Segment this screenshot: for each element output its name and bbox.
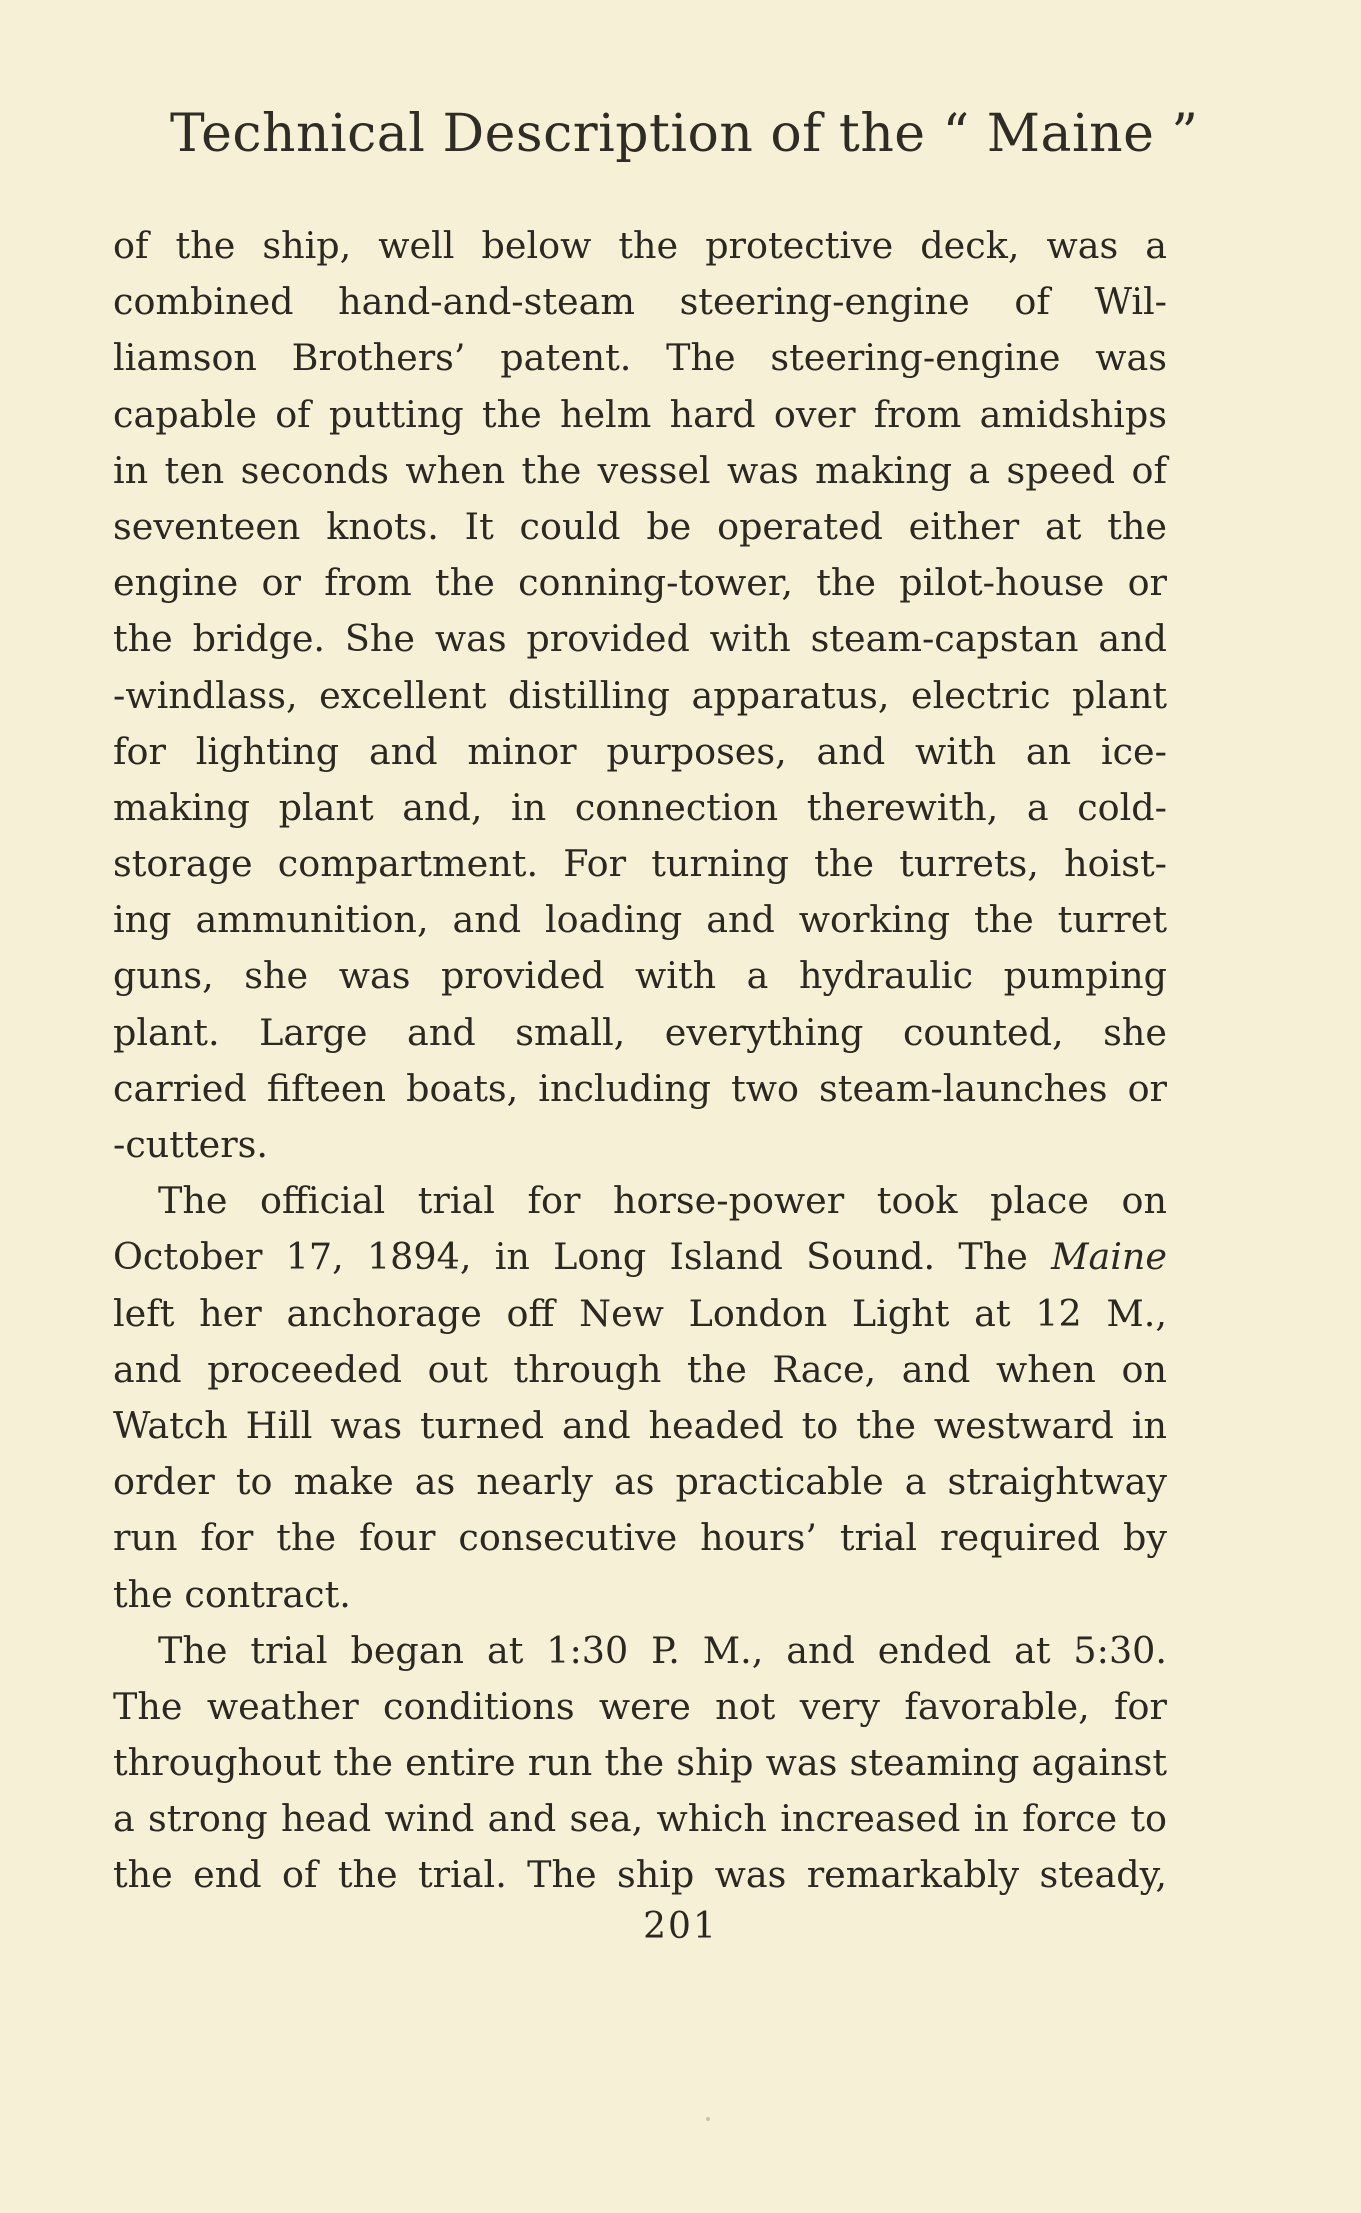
text-line: liamson Brothers’ patent. The steering-engine was (113, 336, 1167, 380)
text-line: storage compartment. For turning the turrets, hoist- (113, 842, 1167, 886)
text-line: engine or from the conning-tower, the pilot-house or (113, 561, 1167, 605)
text-line: throughout the entire run the ship was steaming against (113, 1741, 1167, 1785)
text-line: seventeen knots. It could be operated either at the (113, 504, 1167, 548)
page-number: 201 (643, 1906, 718, 1947)
text-line: Watch Hill was turned and headed to the westward in (113, 1403, 1167, 1447)
text-line: the contract. (113, 1572, 351, 1616)
text-line: combined hand-and-steam steering-engine of Wil- (113, 280, 1167, 324)
text-line: -windlass, excellent distilling apparatus, electric plant (113, 673, 1167, 717)
text-line: The official trial for horse-power took place on (158, 1179, 1167, 1223)
ship-name: Maine (1051, 1235, 1167, 1279)
paper-speck (706, 2117, 710, 2121)
text-line: capable of putting the helm hard over from amidships (113, 392, 1167, 436)
text-line: plant. Large and small, everything counted, she (113, 1010, 1167, 1054)
text-line: ing ammunition, and loading and working the turret (113, 898, 1167, 942)
text-line: left her anchorage off New London Light at 12 M., (113, 1291, 1167, 1335)
text-line: for lighting and minor purposes, and with an ice- (113, 729, 1167, 773)
body-text (113, 218, 1167, 1904)
text-line: The trial began at 1:30 P. M., and ended at 5:30. (158, 1628, 1167, 1672)
text-line: The weather conditions were not very favorable, for (113, 1684, 1167, 1728)
text-line: order to make as nearly as practicable a straightway (113, 1460, 1167, 1504)
text-line: of the ship, well below the protective deck, was a (113, 224, 1167, 267)
text-line: making plant and, in connection therewith, a cold- (113, 785, 1167, 829)
text-line: the end of the trial. The ship was remarkably steady, (113, 1853, 1167, 1897)
text-line: carried fifteen boats, including two steam-launches or (113, 1066, 1167, 1110)
text-line: in ten seconds when the vessel was making a speed of (113, 448, 1167, 492)
text-line: a strong head wind and sea, which increased in force to (113, 1797, 1167, 1841)
text-line: run for the four consecutive hours’ trial required by (113, 1516, 1167, 1560)
text-line: and proceeded out through the Race, and when on (113, 1347, 1167, 1391)
text-line: October 17, 1894, in Long Island Sound. The Maine (113, 1235, 1167, 1279)
text-line: the bridge. She was provided with steam-capstan and (113, 617, 1167, 661)
text-line: guns, she was provided with a hydraulic pumping (113, 954, 1167, 998)
text-line: -cutters. (113, 1123, 269, 1166)
running-head: Technical Description of the “ Maine ” (170, 104, 1199, 164)
